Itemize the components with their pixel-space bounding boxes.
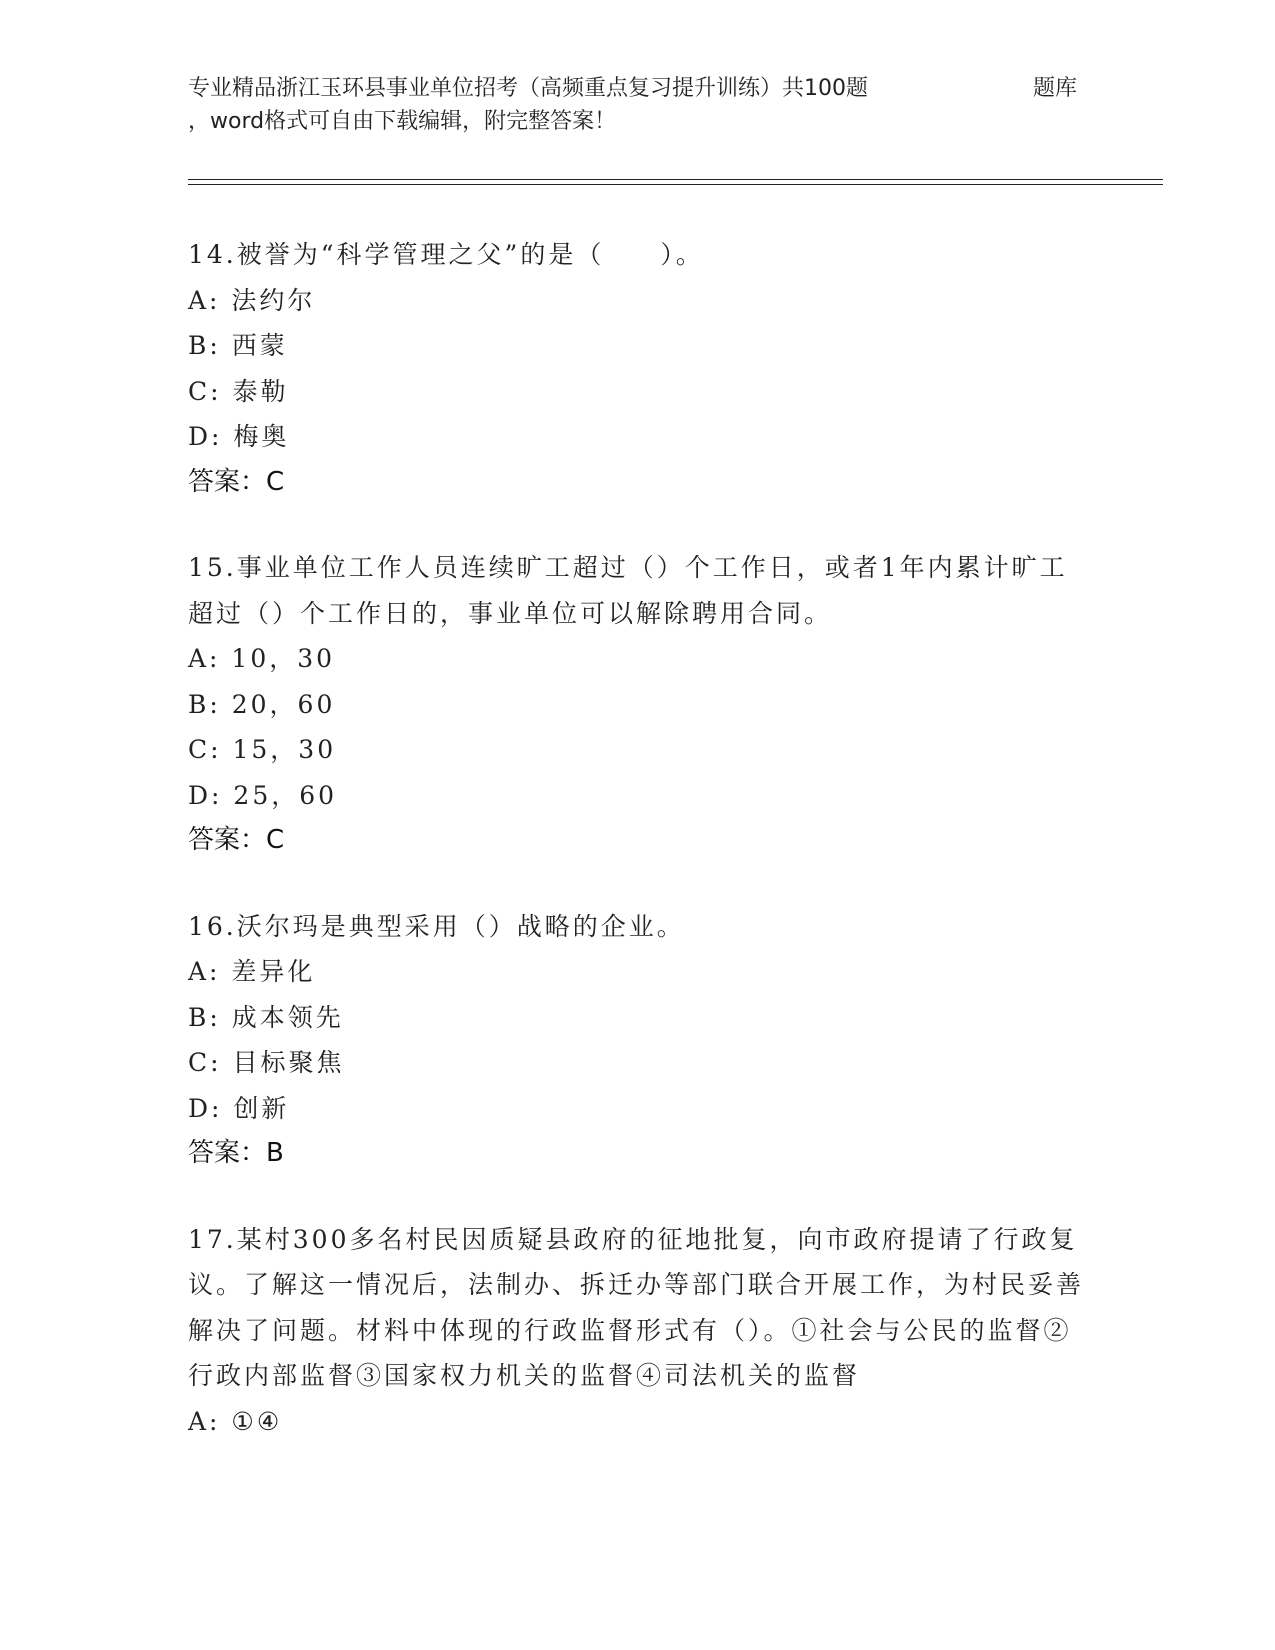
option-b: B: 20，60 xyxy=(188,689,336,719)
question-16 xyxy=(188,904,1088,1177)
question-stem: 16.沃尔玛是典型采用（）战略的企业。 xyxy=(188,911,685,941)
option-b: B: 西蒙 xyxy=(188,331,288,360)
option-b: B: 成本领先 xyxy=(188,1002,344,1032)
question-stem: 15.事业单位工作人员连续旷工超过（）个工作日，或者1年内累计旷工超过（）个工作日的，事业单位可以解除聘用合同。 xyxy=(188,553,1068,628)
header-divider-bottom xyxy=(188,184,1163,185)
answer-line: 答案：C xyxy=(188,825,285,855)
option-c: C: 15，30 xyxy=(188,735,337,764)
question-list xyxy=(188,232,1088,1484)
answer-line: 答案：C xyxy=(188,466,285,497)
option-a: A: ①④ xyxy=(188,1406,283,1436)
option-d: D: 梅奥 xyxy=(188,422,290,451)
option-a: A: 10，30 xyxy=(188,644,336,673)
question-17 xyxy=(188,1217,1088,1445)
page-header xyxy=(188,72,1088,138)
header-divider-top xyxy=(188,179,1163,180)
header-subtitle: ，word格式可自由下载编辑，附完整答案！ xyxy=(188,109,617,134)
option-d: D: 25，60 xyxy=(188,780,338,810)
option-a: A: 法约尔 xyxy=(188,285,316,315)
header-title-line xyxy=(188,72,1088,105)
question-15 xyxy=(188,545,1088,864)
option-a: A: 差异化 xyxy=(188,957,316,986)
question-stem: 14.被誉为“科学管理之父”的是（ ）。 xyxy=(188,240,704,269)
header-title: 专业精品浙江玉环县事业单位招考（高频重点复习提升训练）共100题 xyxy=(188,76,868,101)
option-d: D: 创新 xyxy=(188,1093,290,1123)
question-14 xyxy=(188,232,1088,505)
option-c: C: 目标聚焦 xyxy=(188,1048,345,1077)
answer-line: 答案：B xyxy=(188,1138,284,1168)
header-tag: 题库 xyxy=(1033,76,1078,101)
question-stem: 17.某村300多名村民因质疑县政府的征地批复，向市政府提请了行政复议。了解这一情况后，法制办、拆迁办等部门联合开展工作，为村民妥善解决了问题。材料中体现的行政监督形式有（）。①社会与公民的监督②行政内部监督③国家权力机关的监督④司法机关的监督 xyxy=(188,1224,1085,1390)
option-c: C: 泰勒 xyxy=(188,376,289,406)
